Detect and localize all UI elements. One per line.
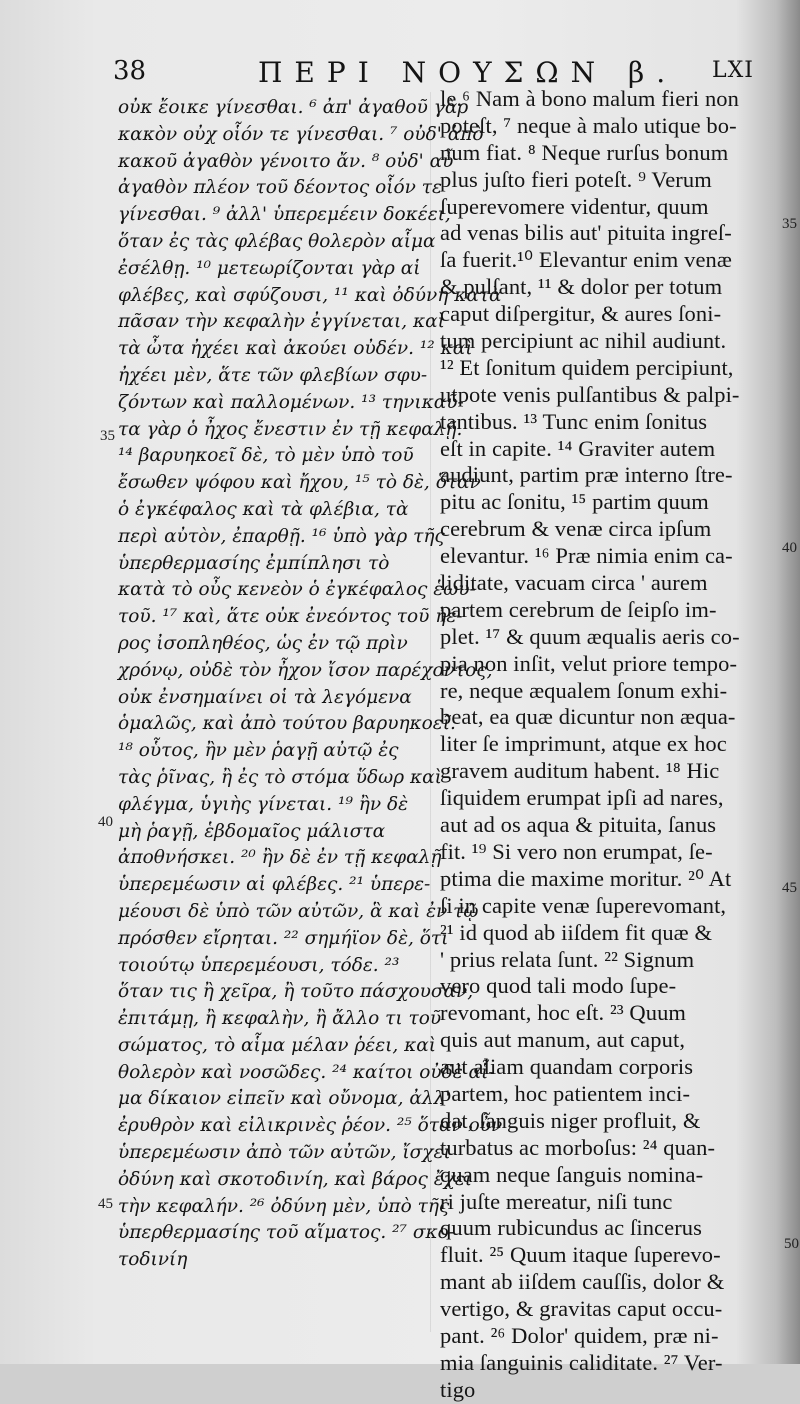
text-line: ¹⁸ οὗτος, ἢν μὲν ῥαγῇ αὐτῷ ἐς bbox=[118, 740, 399, 762]
text-line: ad venas bilis aut' pituita ingreſ- bbox=[440, 220, 732, 246]
text-line: τὴν κεφαλήν. ²⁶ ὀδύνη μὲν, ὑπὸ τῆς bbox=[118, 1195, 450, 1217]
text-line: ζόντων καὶ παλλομένων. ¹³ τηνικαῦ- bbox=[118, 391, 464, 413]
text-line: le.⁶ Nam à bono malum fieri non bbox=[440, 86, 739, 111]
text-line: περὶ αὐτὸν, ἐπαρθῇ. ¹⁶ ὑπὸ γὰρ τῆς bbox=[118, 525, 445, 547]
running-title: ΠΕΡΙ ΝΟΥΣΩΝ β. bbox=[258, 56, 678, 89]
text-line: σώματος, τὸ αἷμα μέλαν ῥέει, καὶ bbox=[118, 1034, 437, 1056]
text-line: φλέγμα, ὑγιὴς γίνεται. ¹⁹ ἢν δὲ bbox=[118, 793, 409, 815]
text-line: aut aliam quandam corporis bbox=[440, 1054, 694, 1080]
text-line: elevantur. ¹⁶ Præ nimia enim ca- bbox=[440, 543, 733, 569]
text-line: ἐρυθρὸν καὶ εἰλικρινὲς ῥέον. ²⁵ ὅταν οὖν bbox=[118, 1115, 503, 1137]
text-line: πᾶσαν τὴν κεφαλὴν ἐγγίνεται, καὶ bbox=[118, 311, 445, 333]
text-line: ἐπιτάμῃ, ἢ κεφαλὴν, ἢ ἄλλο τι τοῦ bbox=[118, 1008, 442, 1030]
text-line: ὑπερεμέωσιν ἀπὸ τῶν αὐτῶν, ἴσχει bbox=[118, 1142, 451, 1164]
text-line: κακὸν οὐχ οἷόν τε γίνεσθαι. ⁷ οὐδ' ἀπὸ bbox=[118, 123, 484, 145]
text-line: ὑπερθερμασίης τοῦ αἵματος. ²⁷ σκο- bbox=[118, 1222, 455, 1244]
text-line: μὴ ῥαγῇ, ἑβδομαῖος μάλιστα bbox=[118, 820, 386, 842]
text-line: τοιούτῳ ὑπερεμέουσι, τόδε. ²³ bbox=[118, 954, 400, 976]
text-line: κατὰ τὸ οὖς κενεὸν ὁ ἐγκέφαλος ἑωυ- bbox=[118, 579, 476, 601]
text-line: ρος ἰσοπληθέος, ὡς ἐν τῷ πρὶν bbox=[118, 632, 408, 654]
text-line: tantibus. ¹³ Tunc enim ſonitus bbox=[440, 408, 708, 434]
text-line: revomant, hoc eſt. ²³ Quum bbox=[440, 1000, 687, 1026]
text-line: τοδινίη bbox=[118, 1249, 188, 1271]
text-line: ¹² Et ſonitum quidem percipiunt, bbox=[440, 354, 734, 380]
text-line: partem, hoc patientem inci- bbox=[440, 1080, 691, 1106]
text-line: vero quod tali modo ſupe- bbox=[440, 973, 677, 999]
latin-text-column bbox=[440, 86, 780, 1404]
text-line: πρόσθεν εἴρηται. ²² σημήϊον δὲ, ὅτι bbox=[118, 927, 449, 949]
text-line: utpote venis pulſantibus & palpi- bbox=[440, 381, 740, 407]
text-line: ἐσέλθῃ. ¹⁰ μετεωρίζονται γὰρ αἱ bbox=[118, 257, 421, 279]
text-line: ὅταν ἐς τὰς φλέβας θολερὸν αἷμα bbox=[118, 230, 436, 252]
margin-line-number: 35 bbox=[782, 216, 797, 232]
text-line: eſt in capite. ¹⁴ Graviter autem bbox=[440, 435, 716, 461]
text-line: ὀδύνη καὶ σκοτοδινίη, καὶ βάρος ἔχει bbox=[118, 1168, 473, 1190]
text-line: ſa fuerit.¹⁰ Elevantur enim venæ bbox=[440, 247, 732, 273]
text-line: ὅταν τις ἢ χεῖρα, ἢ τοῦτο πάσχουσαν, bbox=[118, 981, 474, 1003]
text-line: οὐκ ἔοικε γίνεσθαι. ⁶ ἀπ' ἀγαθοῦ γὰρ bbox=[118, 97, 469, 118]
text-line: ὁ ἐγκέφαλος καὶ τὰ φλέβια, τὰ bbox=[118, 498, 409, 520]
text-line: ὁμαλῶς, καὶ ἀπὸ τούτου βαρυηκοεῖ. bbox=[118, 713, 456, 735]
text-line: liter ſe imprimunt, atque ex hoc bbox=[440, 731, 727, 757]
page-number: 38 bbox=[113, 56, 147, 86]
text-line: ri juſte mereatur, niſi tunc bbox=[440, 1188, 673, 1214]
text-line: τὰς ῥῖνας, ἢ ἐς τὸ στόμα ὕδωρ καὶ bbox=[118, 766, 442, 788]
text-line: aut ad os aqua & pituita, ſanus bbox=[440, 812, 717, 838]
text-line: χρόνῳ, οὐδὲ τὸν ἦχον ἴσον παρέχοντος, bbox=[118, 659, 493, 681]
text-line: num fiat. ⁸ Neque rurſus bonum bbox=[440, 139, 729, 165]
text-line: turbatus ac morboſus: ²⁴ quan- bbox=[440, 1134, 716, 1160]
text-line: fit. ¹⁹ Si vero non erumpat, ſe- bbox=[440, 838, 713, 864]
text-line: ὑπερεμέωσιν αἱ φλέβες. ²¹ ὑπερε- bbox=[118, 874, 431, 896]
text-line: plus juſto fieri poteſt. ⁹ Verum bbox=[440, 166, 712, 192]
text-line: poteſt, ⁷ neque à malo utique bo- bbox=[440, 112, 737, 138]
text-line: pant. ²⁶ Dolor' quidem, præ ni- bbox=[440, 1322, 719, 1348]
text-line: tum percipiunt ac nihil audiunt. bbox=[440, 328, 727, 354]
text-line: ' prius relata ſunt. ²² Signum bbox=[440, 946, 695, 972]
margin-line-number: 40 bbox=[98, 814, 113, 830]
text-line: ſuperevomere videntur, quum bbox=[440, 193, 709, 219]
text-line: fluit. ²⁵ Quum itaque ſuperevo- bbox=[440, 1242, 721, 1268]
text-line: ptima die maxime moritur. ²⁰ At bbox=[440, 865, 732, 891]
section-number: LXI bbox=[712, 58, 754, 83]
text-line: quam neque ſanguis nomina- bbox=[440, 1161, 704, 1187]
text-line: liditate, vacuam circa ' aurem bbox=[440, 570, 708, 596]
text-line: τὰ ὦτα ἠχέει καὶ ἀκούει οὐδέν. ¹² καὶ bbox=[118, 338, 473, 360]
text-line: γίνεσθαι. ⁹ ἀλλ' ὑπερεμέειν δοκέει, bbox=[118, 204, 451, 226]
text-line: φλέβες, καὶ σφύζουσι, ¹¹ καὶ ὀδύνη κατὰ bbox=[118, 284, 502, 306]
text-line: τοῦ. ¹⁷ καὶ, ἅτε οὐκ ἐνεόντος τοῦ ἠέ- bbox=[118, 606, 463, 628]
margin-line-number: 45 bbox=[98, 1196, 113, 1212]
text-line: ſiquidem erumpat ipſi ad nares, bbox=[440, 785, 724, 811]
text-line: ſi in capite venæ ſuperevomant, bbox=[440, 892, 727, 918]
text-line: μα δίκαιον εἰπεῖν καὶ οὔνομα, ἀλλ' bbox=[118, 1088, 451, 1110]
greek-text-column bbox=[118, 95, 503, 1274]
text-line: gravem auditum habent. ¹⁸ Hic bbox=[440, 758, 720, 784]
text-line: quum rubicundus ac ſincerus bbox=[440, 1215, 703, 1241]
text-line: ὑπερθερμασίης ἐμπίπλησι τὸ bbox=[118, 552, 390, 574]
text-line: μέουσι δὲ ὑπὸ τῶν αὐτῶν, ἃ καὶ ἐν τῷ bbox=[118, 900, 479, 922]
text-line: plet. ¹⁷ & quum æqualis aeris co- bbox=[440, 623, 740, 649]
text-line: τα γὰρ ὁ ἦχος ἔνεστιν ἐν τῇ κεφαλῇ. bbox=[118, 418, 463, 440]
text-line: ἀποθνήσκει. ²⁰ ἢν δὲ ἐν τῇ κεφαλῇ bbox=[118, 847, 442, 869]
text-line: ¹⁴ βαρυηκοεῖ δὲ, τὸ μὲν ὑπὸ τοῦ bbox=[118, 445, 414, 467]
margin-line-number: 40 bbox=[782, 540, 797, 556]
text-line: caput diſpergitur, & aures ſoni- bbox=[440, 301, 722, 327]
text-line: ²¹ id quod ab iiſdem fit quæ & bbox=[440, 919, 713, 945]
text-line: ἠχέει μὲν, ἅτε τῶν φλεβίων σφυ- bbox=[118, 364, 428, 386]
text-line: pia non inſit, velut priore tempo- bbox=[440, 650, 738, 676]
text-line: dat, ſanguis niger profluit, & bbox=[440, 1107, 701, 1133]
text-line: audiunt, partim præ interno ſtre- bbox=[440, 462, 733, 488]
text-line: ἔσωθεν ψόφου καὶ ἤχου, ¹⁵ τὸ δὲ, ὅταν bbox=[118, 472, 481, 494]
text-line: vertigo, & gravitas caput occu- bbox=[440, 1296, 723, 1322]
margin-line-number: 35 bbox=[100, 428, 115, 444]
text-line: re, neque æqualem ſonum exhi- bbox=[440, 677, 728, 703]
text-line: beat, ea quæ dicuntur non æqua- bbox=[440, 704, 736, 730]
text-line: partem cerebrum de ſeipſo im- bbox=[440, 596, 717, 622]
margin-line-number: 50 bbox=[784, 1236, 799, 1252]
text-line: tigo bbox=[440, 1376, 476, 1402]
text-line: pitu ac ſonitu, ¹⁵ partim quum bbox=[440, 489, 709, 515]
text-line: quis aut manum, aut caput, bbox=[440, 1027, 686, 1053]
text-line: cerebrum & venæ circa ipſum bbox=[440, 516, 712, 542]
text-line: θολερὸν καὶ νοσῶδες. ²⁴ καίτοι οὐδὲ αἷ- bbox=[118, 1061, 495, 1083]
text-line: mant ab iiſdem cauſſis, dolor & bbox=[440, 1269, 725, 1295]
text-line: mia ſanguinis caliditate. ²⁷ Ver- bbox=[440, 1349, 723, 1375]
text-line: κακοῦ ἀγαθὸν γένοιτο ἄν. ⁸ οὐδ' αὖ bbox=[118, 150, 454, 172]
text-line: & pulſant, ¹¹ & dolor per totum bbox=[440, 274, 723, 300]
text-line: οὐκ ἐνσημαίνει οἱ τὰ λεγόμενα bbox=[118, 686, 412, 708]
margin-line-number: 45 bbox=[782, 880, 797, 896]
text-line: ἀγαθὸν πλέον τοῦ δέοντος οἷόν τε bbox=[118, 177, 442, 199]
